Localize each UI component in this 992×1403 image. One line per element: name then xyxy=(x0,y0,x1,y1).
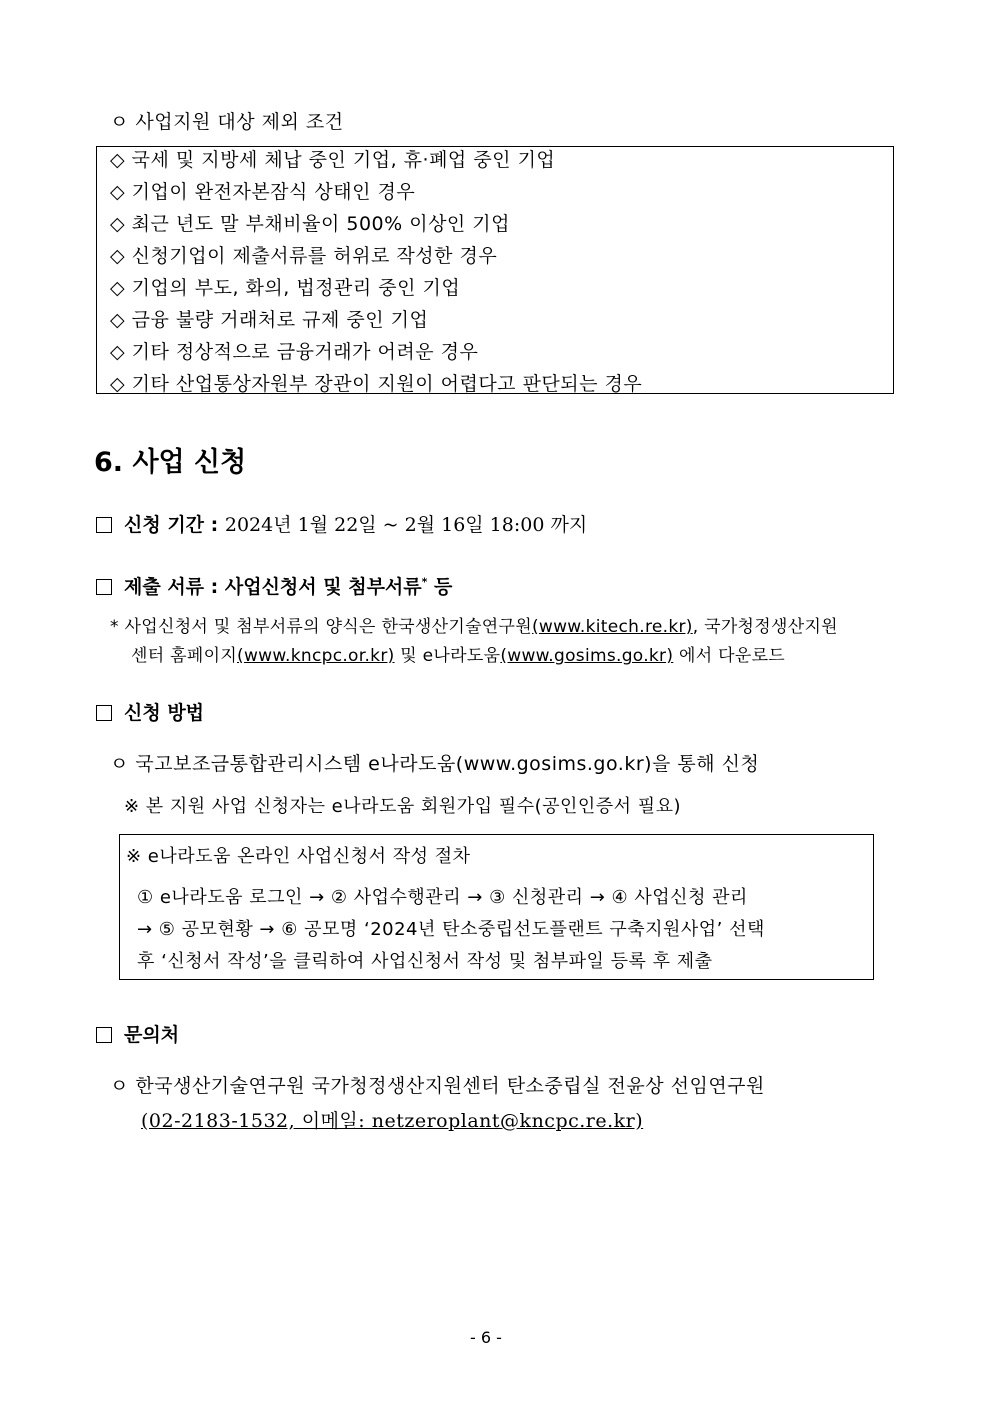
docs-label: 제출 서류 : 사업신청서 및 첨부서류 xyxy=(124,576,422,598)
note-text: 에서 다운로드 xyxy=(673,646,786,666)
method-note: ※ 본 지원 사업 신청자는 e나라도움 회원가입 필수(공인인증서 필요) xyxy=(124,796,682,817)
exclusion-item: ◇ 기타 정상적으로 금융거래가 어려운 경우 xyxy=(110,341,479,363)
method-row xyxy=(96,698,204,725)
contact-line1: ㅇ 한국생산기술연구원 국가청정생산지원센터 탄소중립실 전윤상 선임연구원 xyxy=(110,1075,765,1097)
procedure-title: ※ e나라도움 온라인 사업신청서 작성 절차 xyxy=(126,846,471,867)
gosims-link[interactable]: (www.gosims.go.kr) xyxy=(500,646,674,666)
exclusion-item: ◇ 기업의 부도, 화의, 법정관리 중인 기업 xyxy=(110,277,461,299)
exclusion-item: ◇ 기업이 완전자본잠식 상태인 경우 xyxy=(110,181,416,203)
exclusion-item: ◇ 금융 불량 거래처로 규제 중인 기업 xyxy=(110,309,429,331)
docs-mark: * xyxy=(421,575,428,589)
method-label: 신청 방법 xyxy=(124,702,205,724)
contact-line2[interactable]: (02-2183-1532, 이메일: netzeroplant@kncpc.re.kr) xyxy=(141,1110,644,1132)
section-title: 6. 사업 신청 xyxy=(94,447,247,478)
note-text: 사업신청서 및 첨부서류의 양식은 한국생산기술연구원 xyxy=(124,617,532,637)
procedure-line: ① e나라도움 로그인 → ② 사업수행관리 → ③ 신청관리 → ④ 사업신청 관리 xyxy=(137,887,748,908)
procedure-line: → ⑤ 공모현황 → ⑥ 공모명 ‘2024년 탄소중립선도플랜트 구축지원사업’ 선택 xyxy=(137,919,765,940)
checkbox-icon xyxy=(96,705,112,721)
note-text: , 국가청정생산지원 xyxy=(692,617,838,637)
docs-suffix: 등 xyxy=(427,576,453,598)
docs-note-line1 xyxy=(110,612,838,637)
kncpc-link[interactable]: (www.kncpc.or.kr) xyxy=(237,646,395,666)
contact-label: 문의처 xyxy=(124,1024,180,1046)
checkbox-icon xyxy=(96,517,112,533)
checkbox-icon xyxy=(96,579,112,595)
method-line: ㅇ 국고보조금통합관리시스템 e나라도움(www.gosims.go.kr)을 통해 신청 xyxy=(110,753,760,775)
period-value: 2024년 1월 22일 ~ 2월 16일 18:00 까지 xyxy=(224,514,588,536)
exclusion-heading: ㅇ 사업지원 대상 제외 조건 xyxy=(110,111,344,133)
exclusion-item: ◇ 신청기업이 제출서류를 허위로 작성한 경우 xyxy=(110,245,498,267)
kitech-link[interactable]: (www.kitech.re.kr) xyxy=(531,617,693,637)
exclusion-item: ◇ 국세 및 지방세 체납 중인 기업, 휴·폐업 중인 기업 xyxy=(110,149,556,171)
contact-row xyxy=(96,1020,179,1047)
checkbox-icon xyxy=(96,1027,112,1043)
exclusion-item: ◇ 최근 년도 말 부채비율이 500% 이상인 기업 xyxy=(110,213,511,235)
page-number: - 6 - xyxy=(470,1328,502,1347)
note-star: * xyxy=(110,617,119,637)
note-text: 및 e나라도움 xyxy=(394,646,501,666)
note-text: 센터 홈페이지 xyxy=(131,646,238,666)
exclusion-item: ◇ 기타 산업통상자원부 장관이 지원이 어렵다고 판단되는 경우 xyxy=(110,373,643,395)
period-label: 신청 기간 : xyxy=(124,514,219,536)
docs-note-line2 xyxy=(131,641,785,666)
procedure-line: 후 ‘신청서 작성’을 클릭하여 사업신청서 작성 및 첨부파일 등록 후 제출 xyxy=(137,951,713,972)
docs-row xyxy=(96,572,452,599)
period-row xyxy=(96,510,587,537)
